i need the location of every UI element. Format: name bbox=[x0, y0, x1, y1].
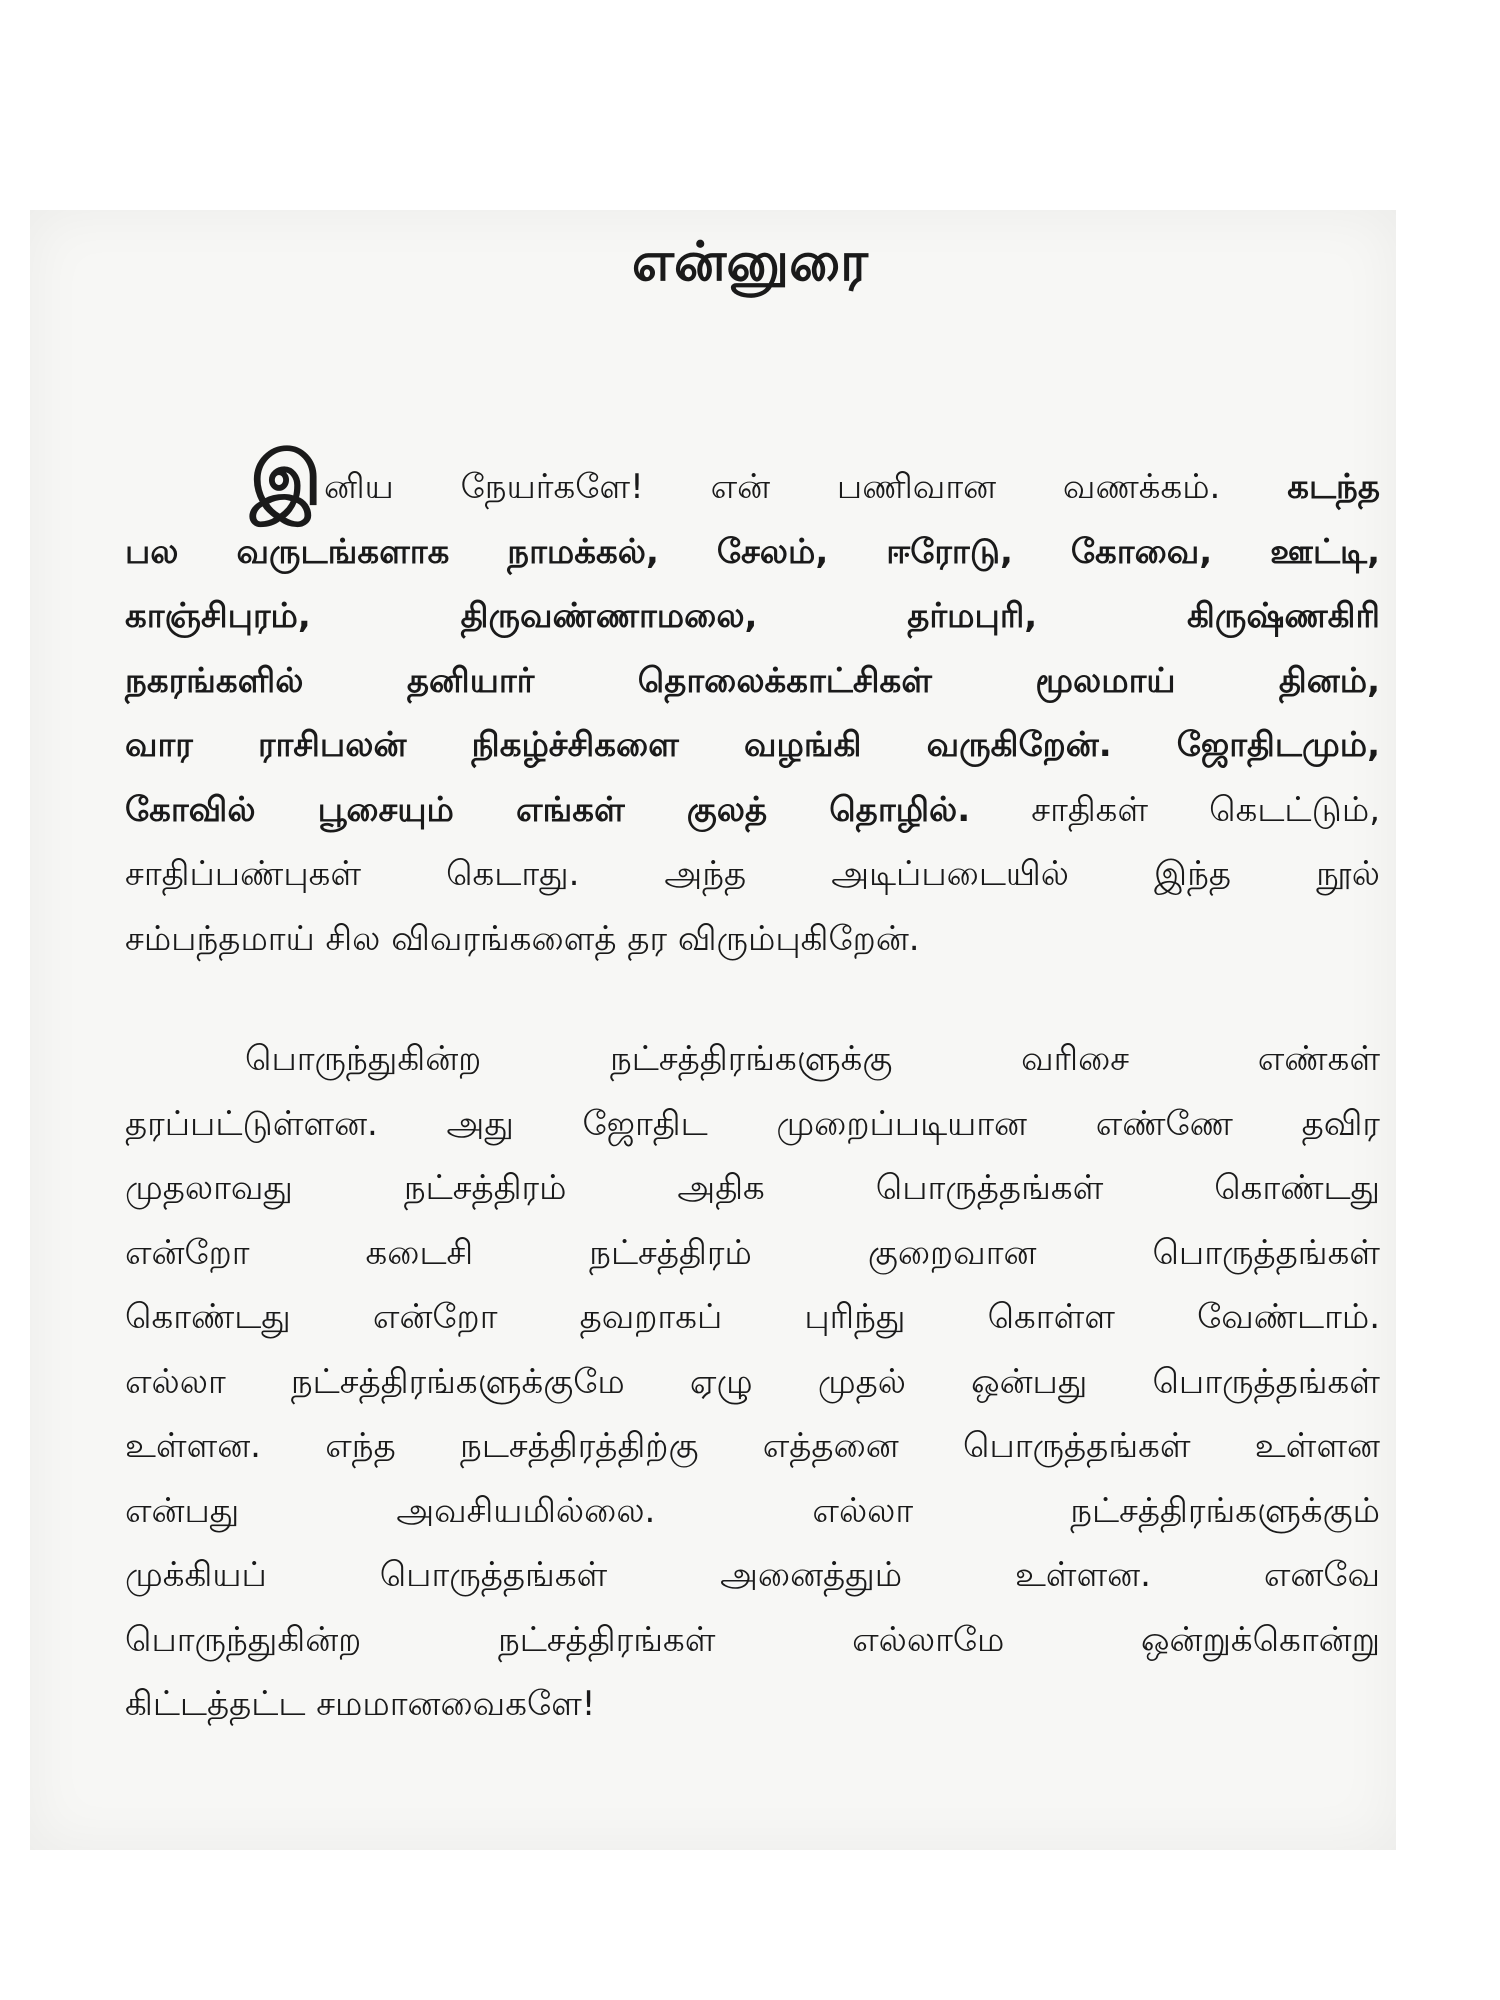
paragraph-text: னிய நேயர்களே! என் பணிவான வணக்கம். bbox=[323, 467, 1288, 507]
paragraph-line: கொண்டது என்றோ தவறாகப் புரிந்து கொள்ள வேண்டாம். bbox=[125, 1297, 1380, 1337]
paragraph-line: பல வருடங்களாக நாமக்கல், சேலம், ஈரோடு, கோவை, ஊட்டி, bbox=[125, 531, 1380, 572]
paragraph-text-bold: கோவில் பூசையும் எங்கள் குலத் தொழில். bbox=[125, 789, 971, 830]
paragraph-line bbox=[125, 778, 1380, 843]
paragraph-line: தரப்பட்டுள்ளன. அது ஜோதிட முறைப்படியான எண்ணே தவிர bbox=[125, 1103, 1380, 1144]
paragraph-1 bbox=[125, 436, 1380, 971]
paragraph-line: சம்பந்தமாய் சில விவரங்களைத் தர விரும்புகிறேன். bbox=[125, 918, 920, 959]
paragraph-line: சாதிப்பண்புகள் கெடாது. அந்த அடிப்படையில் இந்த நூல் bbox=[125, 854, 1380, 894]
paragraph-line bbox=[125, 436, 1380, 522]
paragraph-line: கிட்டத்தட்ட சமமானவைகளே! bbox=[125, 1684, 596, 1724]
drop-cap: இ bbox=[250, 436, 322, 522]
paragraph-2 bbox=[125, 1027, 1380, 1737]
paragraph-line: எல்லா நட்சத்திரங்களுக்குமே ஏழு முதல் ஒன்பது பொருத்தங்கள் bbox=[125, 1361, 1380, 1402]
paragraph-line: உள்ளன. எந்த நடசத்திரத்திற்கு எத்தனை பொருத்தங்கள் உள்ளன bbox=[125, 1426, 1380, 1466]
paragraph-text-bold: கடந்த bbox=[1287, 467, 1380, 507]
paragraph-text: சாதிகள் கெடட்டும், bbox=[970, 789, 1380, 830]
paragraph-line: பொருந்துகின்ற நட்சத்திரங்கள் எல்லாமே ஒன்றுக்கொன்று bbox=[125, 1619, 1380, 1660]
paragraph-line: என்பது அவசியமில்லை. எல்லா நட்சத்திரங்களுக்கும் bbox=[125, 1490, 1380, 1531]
paragraph-line: பொருந்துகின்ற நட்சத்திரங்களுக்கு வரிசை எண்கள் bbox=[245, 1039, 1380, 1079]
paragraph-line: காஞ்சிபுரம், திருவண்ணாமலை, தர்மபுரி, கிருஷ்ணகிரி bbox=[125, 596, 1380, 636]
paragraph-line: என்றோ கடைசி நட்சத்திரம் குறைவான பொருத்தங்கள் bbox=[125, 1232, 1380, 1273]
paragraph-line: வார ராசிபலன் நிகழ்ச்சிகளை வழங்கி வருகிறேன். ஜோதிடமும், bbox=[125, 725, 1380, 765]
paragraph-line: நகரங்களில் தனியார் தொலைக்காட்சிகள் மூலமாய் தினம், bbox=[125, 660, 1380, 701]
paragraph-line: முதலாவது நட்சத்திரம் அதிக பொருத்தங்கள் கொண்டது bbox=[125, 1168, 1380, 1208]
paragraph-line: முக்கியப் பொருத்தங்கள் அனைத்தும் உள்ளன. எனவே bbox=[125, 1555, 1380, 1595]
page-title: என்னுரை bbox=[631, 230, 869, 293]
